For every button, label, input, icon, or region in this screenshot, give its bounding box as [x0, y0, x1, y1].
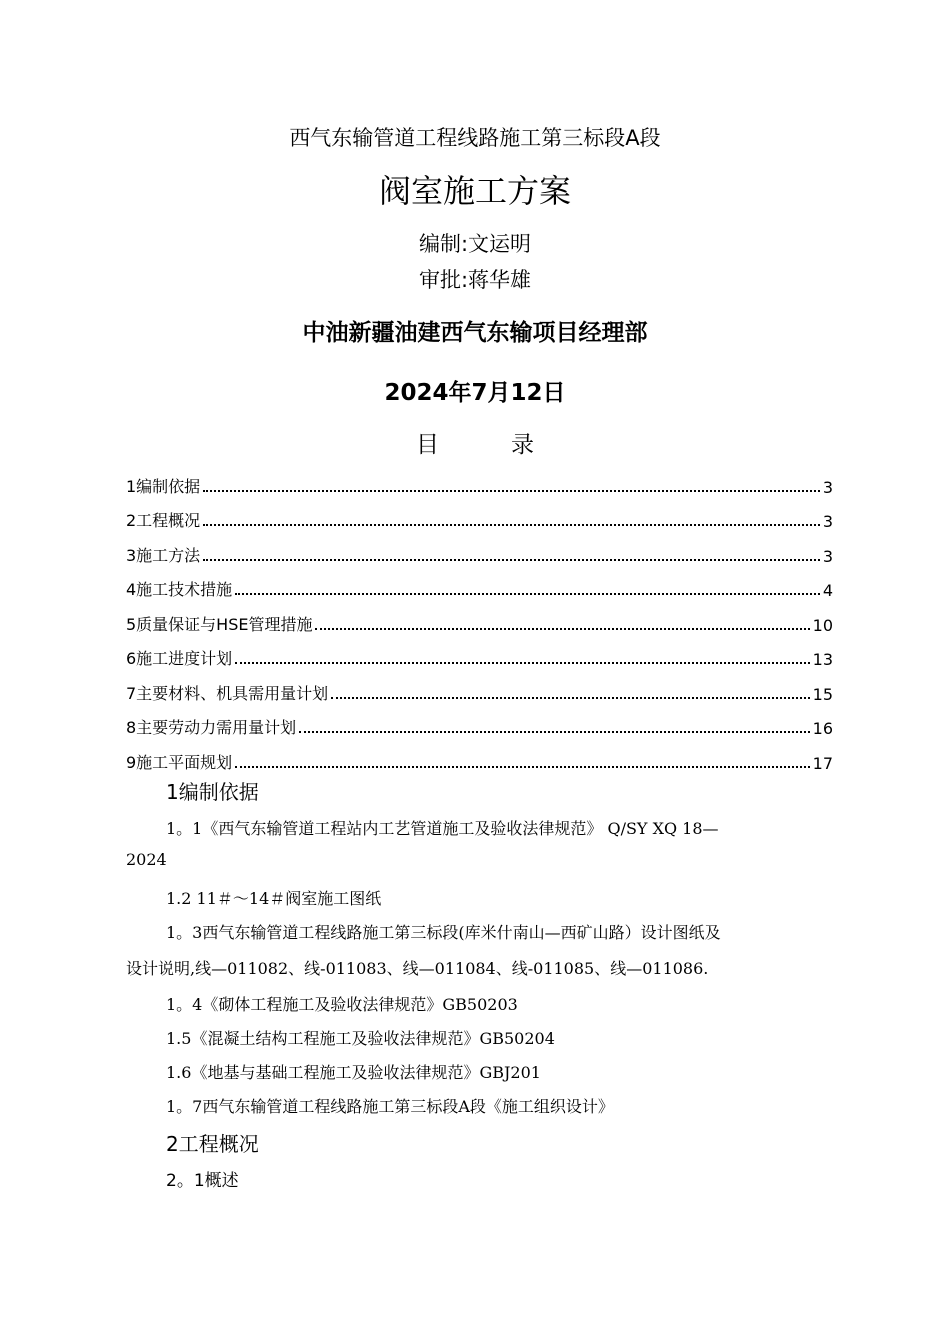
- toc-entry-label: 8主要劳动力需用量计划: [126, 718, 297, 737]
- toc-entry-page: 3: [822, 477, 833, 497]
- toc-entry-page: 16: [812, 719, 833, 738]
- toc-entry-page: 13: [812, 650, 833, 669]
- table-of-contents: [126, 462, 833, 773]
- toc-leader-dots: [235, 661, 809, 664]
- toc-leader-dots: [203, 489, 820, 492]
- toc-entry-label: 1编制依据: [126, 476, 201, 496]
- toc-entry-page: 17: [812, 753, 833, 773]
- paragraph-1-2: 1.2 11＃～14＃阀室施工图纸: [166, 889, 382, 908]
- organization: 中油新疆油建西气东输项目经理部: [302, 320, 648, 346]
- toc-leader-dots: [235, 592, 820, 595]
- paragraph-1-3-continued: 设计说明,线—011082、线-011083、线—011084、线-011085、线—011086.: [126, 959, 709, 978]
- section-heading-basis: 1编制依据: [166, 780, 259, 804]
- section-heading-overview: 2工程概况: [166, 1132, 259, 1156]
- toc-entry[interactable]: [126, 669, 833, 704]
- paragraph-1-3: 1。3西气东输管道工程线路施工第三标段(库米什南山—西矿山路）设计图纸及: [166, 923, 721, 942]
- toc-leader-dots: [331, 696, 809, 699]
- toc-entry-label: 4施工技术措施: [126, 580, 233, 599]
- toc-entry[interactable]: [126, 531, 833, 566]
- toc-entry[interactable]: [126, 497, 833, 532]
- toc-entry[interactable]: [126, 566, 833, 601]
- toc-leader-dots: [315, 627, 809, 630]
- paragraph-1-1: 1。1《西气东输管道工程站内工艺管道施工及验收法律规范》 Q/SY XQ 18—: [166, 819, 719, 838]
- project-subtitle: 西气东输管道工程线路施工第三标段A段: [289, 126, 661, 150]
- toc-entry-page: 3: [822, 512, 833, 531]
- toc-leader-dots: [299, 730, 809, 733]
- toc-entry[interactable]: [126, 704, 833, 739]
- paragraph-1-1-continued: 2024: [126, 850, 167, 869]
- toc-entry[interactable]: [126, 462, 833, 497]
- toc-entry-page: 4: [822, 581, 833, 600]
- paragraph-1-6: 1.6《地基与基础工程施工及验收法律规范》GBJ201: [166, 1063, 541, 1082]
- approved-by: 审批:蒋华雄: [418, 268, 532, 292]
- toc-heading: 目录: [416, 432, 606, 458]
- compiled-by: 编制:文运明: [418, 232, 532, 256]
- paragraph-1-4: 1。4《砌体工程施工及验收法律规范》GB50203: [166, 995, 518, 1014]
- toc-entry-label: 7主要材料、机具需用量计划: [126, 683, 329, 703]
- toc-entry[interactable]: [126, 738, 833, 773]
- toc-entry-page: 3: [822, 546, 833, 566]
- toc-entry-label: 9施工平面规划: [126, 752, 233, 772]
- paragraph-1-5: 1.5《混凝土结构工程施工及验收法律规范》GB50204: [166, 1029, 555, 1048]
- toc-entry-page: 10: [812, 615, 833, 635]
- paragraph-2-1: 2。1概述: [166, 1171, 239, 1191]
- toc-leader-dots: [203, 523, 820, 526]
- toc-entry[interactable]: [126, 600, 833, 635]
- toc-entry-label: 6施工进度计划: [126, 649, 233, 668]
- toc-entry-label: 2工程概况: [126, 511, 201, 530]
- toc-leader-dots: [203, 558, 820, 561]
- document-title: 阀室施工方案: [378, 172, 571, 210]
- toc-leader-dots: [235, 765, 809, 768]
- toc-entry-page: 15: [812, 684, 833, 704]
- paragraph-1-7: 1。7西气东输管道工程线路施工第三标段A段《施工组织设计》: [166, 1097, 614, 1116]
- toc-entry[interactable]: [126, 635, 833, 670]
- toc-entry-label: 3施工方法: [126, 545, 201, 565]
- document-date: 2024年7月12日: [384, 380, 566, 406]
- toc-entry-label: 5质量保证与HSE管理措施: [126, 614, 313, 634]
